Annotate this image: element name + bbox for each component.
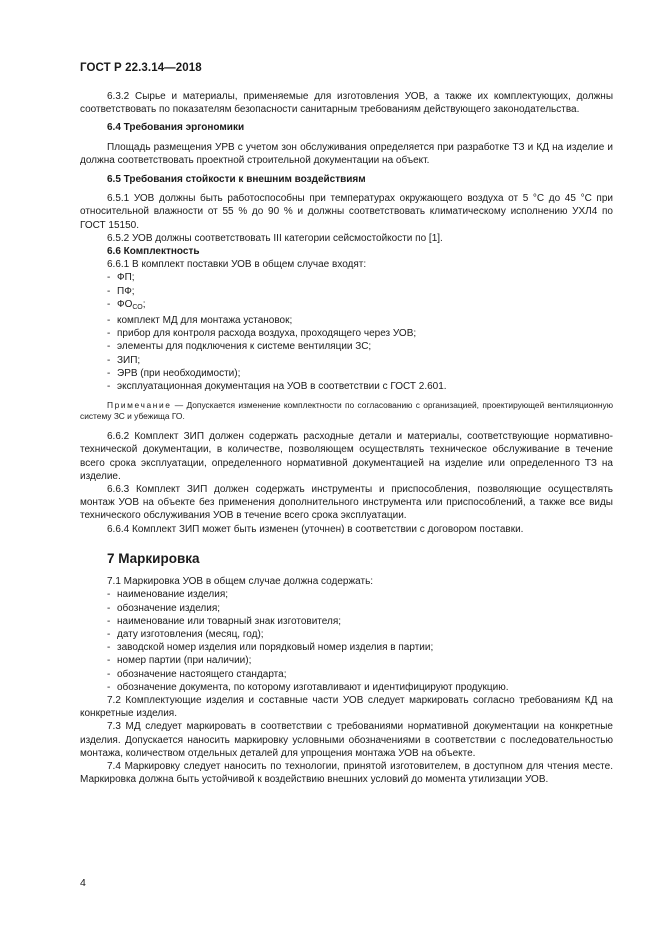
- list-item: - комплект МД для монтажа установок;: [107, 315, 293, 327]
- note-text: — Допускается изменение комплектности по согласованию с организацией, проектирующей вентиляционную систему ЗС и убежища ГО.: [80, 400, 613, 422]
- clause-6-3-2: 6.3.2 Сырье и материалы, применяемые для изготовления УОВ, а также их комплектующих, должны соответствовать по показателям безопасности санитарным требованиям действующего законодательства.: [80, 91, 613, 116]
- page-body: [80, 90, 613, 786]
- clause-7-2: 7.2 Комплектующие изделия и составные части УОВ следует маркировать согласно требованиям КД на конкретные изделия.: [80, 694, 613, 720]
- list-item: - заводской номер изделия или порядковый номер изделия в партии;: [107, 642, 434, 654]
- note: [80, 400, 613, 422]
- list-item: - обозначение изделия;: [107, 602, 221, 614]
- clause-6-6-2: 6.6.2 Комплект ЗИП должен содержать расходные детали и материалы, соответствующие нормативно-технической документации, в количестве, позволяющем осуществлять техническое обслуживание в течение всего срока эксплуатации, определенного нормативной документацией на изделие или определенного ТЗ на изделие.: [80, 431, 613, 482]
- list-item: - ПФ;: [107, 285, 135, 297]
- clause-6-5-2: 6.5.2 УОВ должны соответствовать III категории сейсмостойкости по [1].: [107, 232, 443, 244]
- clause-6-6-4: 6.6.4 Комплект ЗИП может быть изменен (уточнен) в соответствии с договором поставки.: [107, 523, 524, 535]
- list-item: - ЭРВ (при необходимости);: [107, 367, 241, 379]
- list-item: - обозначение настоящего стандарта;: [107, 668, 287, 680]
- list-item: - эксплуатационная документация на УОВ в соответствии с ГОСТ 2.601.: [107, 381, 447, 393]
- list-item: - наименование изделия;: [107, 589, 229, 601]
- clause-7-1: 7.1 Маркировка УОВ в общем случае должна содержать:: [107, 576, 374, 588]
- heading-6-6: 6.6 Комплектность: [107, 246, 200, 258]
- list-7-1: [80, 588, 613, 694]
- clause-6-4: Площадь размещения УРВ с учетом зон обслуживания определяется при разработке ТЗ и КД на изделие и должна соответствовать проектной строительной документации на объект.: [80, 141, 613, 166]
- list-item: - $ФО_{СО}$;: [107, 298, 146, 311]
- list-6-6: [80, 271, 613, 393]
- section-7-title: 7 Маркировка: [107, 550, 200, 566]
- document-header: ГОСТ Р 22.3.14—2018: [80, 62, 202, 74]
- clause-6-6-1: 6.6.1 В комплект поставки УОВ в общем случае входят:: [107, 259, 367, 271]
- list-item: - ФП;: [107, 272, 135, 284]
- clause-7-4: 7.4 Маркировку следует наносить по технологии, принятой изготовителем, в доступном для чтения месте. Маркировка должна быть устойчивой к воздействию внешних условий до момента утилизации УОВ.: [80, 760, 613, 786]
- list-item: - ЗИП;: [107, 354, 141, 366]
- list-item: - дату изготовления (месяц, год);: [107, 628, 264, 640]
- note-label: Примечание: [107, 400, 172, 411]
- page-number: 4: [80, 877, 86, 889]
- list-item: - элементы для подключения к системе вентиляции ЗС;: [107, 341, 372, 353]
- clause-7-3: 7.3 МД следует маркировать в соответствии с требованиями нормативной документации на конкретные изделия. Допускается наносить маркировку условными обозначениями в соответствии с последовательностью монтажа, количеством отдельных деталей для упрощения монтажа УОВ на объекте.: [80, 721, 613, 759]
- heading-6-4: 6.4 Требования эргономики: [107, 122, 245, 134]
- list-item: - номер партии (при наличии);: [107, 655, 252, 667]
- list-item: - обозначение документа, по которому изготавливают и идентифицируют продукцию.: [107, 681, 509, 693]
- list-item: - наименование или товарный знак изготовителя;: [107, 615, 342, 627]
- heading-6-5: 6.5 Требования стойкости к внешним воздействиям: [107, 174, 366, 186]
- list-item: - прибор для контроля расхода воздуха, проходящего через УОВ;: [107, 328, 417, 340]
- clause-6-6-3: 6.6.3 Комплект ЗИП должен содержать инструменты и приспособления, позволяющие осуществлять монтаж УОВ на объекте без применения дополнительного инструмента или приспособлений, а также все виды технического обслуживания УОВ в течение всего срока эксплуатации.: [80, 484, 613, 522]
- clause-6-5-1: 6.5.1 УОВ должны быть работоспособны при температурах окружающего воздуха от 5 °С до 45 °С при относительной влажности от 55 % до 90 % и должны соответствовать климатическому исполнению УХЛ4 по ГОСТ 15150.: [80, 193, 613, 231]
